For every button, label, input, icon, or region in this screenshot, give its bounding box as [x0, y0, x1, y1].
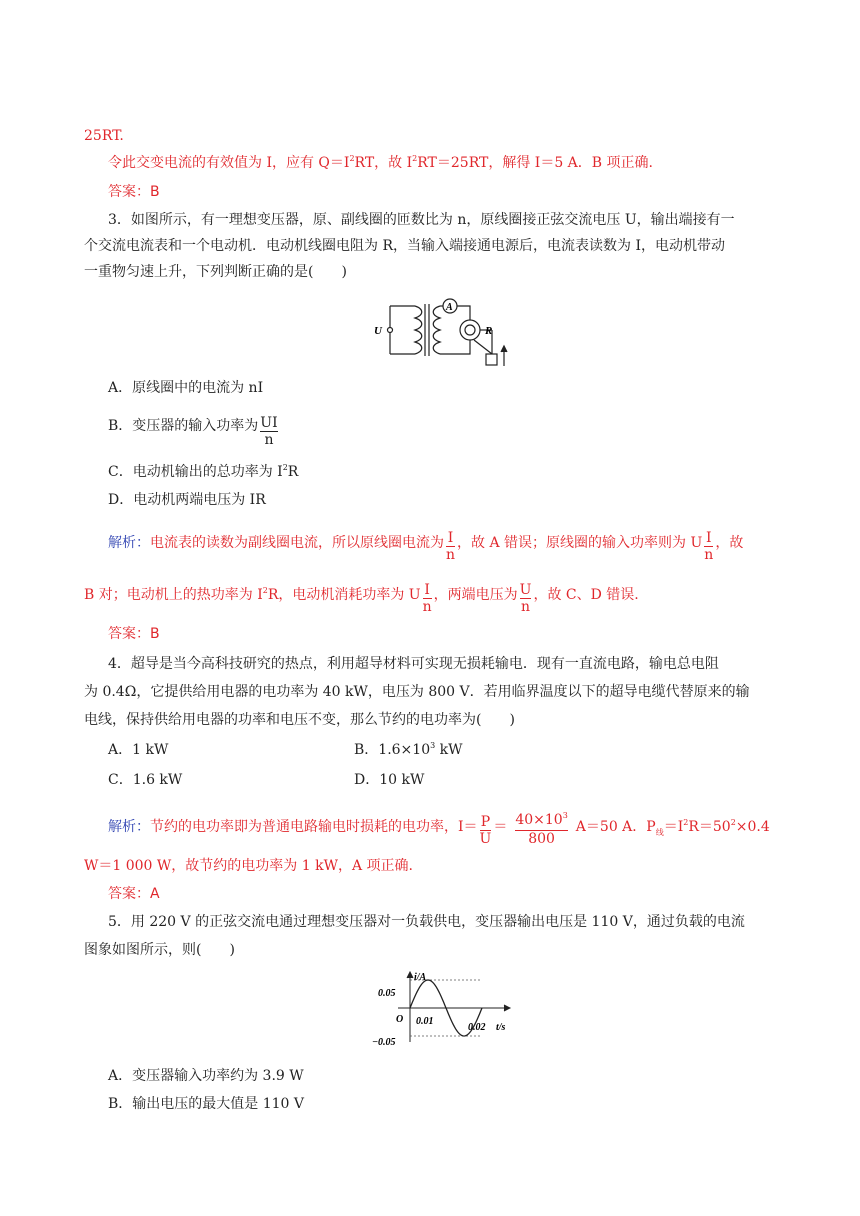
answer-label: 答案：	[108, 184, 150, 200]
y-axis-label: i/A	[414, 972, 427, 983]
answer-label: 答案：	[108, 626, 150, 642]
superscript: 2	[282, 463, 288, 472]
q4-sol-b: A＝50 A．P	[575, 819, 656, 835]
x-axis-label: t/s	[496, 1022, 506, 1033]
q3-stem-line3: 一重物匀速上升，下列判断正确的是( )	[84, 264, 347, 280]
q5-option-a: A．变压器输入功率约为 3.9 W	[108, 1068, 304, 1084]
fraction	[520, 582, 532, 615]
origin-label: O	[396, 1014, 404, 1025]
fraction	[446, 530, 455, 563]
prev-sup: 2	[412, 154, 418, 163]
q4-option-c: C．1.6 kW	[108, 772, 183, 788]
x-axis-arrow	[504, 1005, 510, 1011]
answer-label: 答案：	[108, 886, 150, 902]
fraction-numerator: I	[447, 530, 454, 546]
superscript: 2	[730, 818, 736, 827]
q4-sol-a: 节约的电功率即为普通电路输电时损耗的电功率，I＝	[150, 819, 478, 835]
q4-stem-line1: 4．超导是当今高科技研究的热点，利用超导材料可实现无损耗输电．现有一直流电路，输电总电阻	[108, 656, 719, 672]
fraction-numerator: I	[706, 530, 712, 546]
prev-sol-part1: 令此交变电流的有效值为 I，应有 Q＝I	[108, 155, 350, 171]
fraction-denominator: n	[521, 599, 531, 615]
q5-option-b: B．输出电压的最大值是 110 V	[108, 1096, 305, 1112]
fraction	[515, 812, 567, 847]
fraction-numerator: U	[519, 582, 532, 598]
q4-answer	[108, 884, 160, 904]
resistance-label: R	[485, 325, 493, 337]
prev-solution	[108, 153, 653, 175]
q4-stem-line2: 为 0.4Ω，它提供给用电器的电功率为 40 kW，电压为 800 V．若用临界温度以下的超导电缆代替原来的输	[84, 684, 750, 700]
solution-label: 解析：	[108, 535, 150, 551]
prev-sup: 2	[349, 154, 355, 163]
q4-option-b	[354, 740, 463, 762]
y-tick-max: 0.05	[378, 988, 396, 999]
y-axis-arrow	[407, 972, 413, 978]
q3-option-c	[108, 462, 298, 484]
q3-solution-line2	[84, 582, 639, 615]
equals-sign: ＝	[493, 819, 508, 835]
q3-option-b-text: B．变压器的输入功率为	[108, 418, 259, 434]
q3-stem-line2: 个交流电流表和一个电动机．电动机线圈电阻为 R，当输入端接通电源后，电流表读数为 I，电动机带动	[84, 238, 725, 254]
q3-stem-line1: 3．如图所示，有一理想变压器，原、副线圈的匝数比为 n，原线圈接正弦交流电压 U，输出端接有一	[108, 212, 735, 228]
voltage-label: U	[374, 325, 382, 337]
fraction-numerator	[515, 812, 567, 830]
fraction	[704, 530, 713, 563]
q4-sol-d: R＝50	[688, 819, 731, 835]
x-tick-1: 0.01	[416, 1016, 434, 1027]
q3-sol2-a: B 对；电动机上的热功率为 I	[84, 587, 263, 603]
subscript: 线	[655, 828, 664, 837]
fraction-denominator: 800	[515, 830, 567, 847]
fraction	[260, 415, 277, 448]
fraction-denominator: n	[422, 599, 432, 615]
prev-sol-part2: RT，故 I	[354, 155, 413, 171]
superscript: 2	[262, 586, 268, 595]
x-tick-2: 0.02	[468, 1022, 486, 1033]
fraction-numerator: UI	[260, 415, 278, 431]
q3-answer	[108, 624, 160, 644]
q4-option-d: D．10 kW	[354, 772, 425, 788]
q3-option-c-text: C．电动机输出的总功率为 I	[108, 464, 283, 480]
fraction	[480, 814, 492, 847]
q4-stem-line3: 电线，保持供给用电器的功率和电压不变，那么节约的电功率为( )	[84, 712, 515, 728]
prev-answer	[108, 182, 160, 202]
fraction-denominator: U	[479, 831, 492, 847]
q4-option-b-text: B．1.6×10	[354, 742, 431, 758]
q4-sol-e: ×0.4	[735, 819, 770, 835]
q4-option-a: A．1 kW	[108, 742, 169, 758]
fraction-denominator: n	[446, 547, 456, 563]
answer-value: B	[150, 184, 160, 200]
q3-sol-a: 电流表的读数为副线圈电流，所以原线圈电流为	[150, 535, 444, 551]
fraction-denominator: n	[704, 547, 714, 563]
q3-sol2-b: R，电动机消耗功率为 U	[267, 587, 421, 603]
q4-sol-c: ＝I	[663, 819, 684, 835]
answer-value: A	[150, 886, 160, 902]
q3-option-d: D．电动机两端电压为 IR	[108, 492, 266, 508]
y-tick-min: −0.05	[372, 1037, 396, 1048]
fraction-numerator: I	[424, 582, 430, 598]
q3-sol-c: ，故	[715, 535, 744, 551]
fraction-denominator: n	[264, 432, 274, 448]
fraction-numerator-text: 40×10	[515, 812, 563, 828]
q3-sol-b: ，故 A 错误；原线圈的输入功率则为 U	[457, 535, 703, 551]
q5-stem-line1: 5．用 220 V 的正弦交流电通过理想变压器对一负载供电，变压器输出电压是 110 V，通过负载的电流	[108, 914, 745, 930]
current-time-graph	[370, 968, 520, 1052]
superscript: 3	[430, 741, 436, 750]
superscript: 2	[683, 818, 689, 827]
q4-option-b-unit: kW	[435, 742, 463, 758]
solution-label: 解析：	[108, 819, 150, 835]
q4-solution-line2: W＝1 000 W，故节约的电功率为 1 kW，A 项正确.	[84, 858, 413, 874]
fraction-numerator: P	[480, 814, 491, 830]
superscript: 3	[562, 811, 568, 820]
transformer-motor-figure	[370, 296, 520, 368]
q3-option-c-text2: R	[287, 464, 299, 480]
q3-option-b	[108, 415, 280, 448]
q3-sol2-d: ，故 C、D 错误.	[533, 587, 639, 603]
q3-sol2-c: ，两端电压为	[433, 587, 518, 603]
fraction	[423, 582, 432, 615]
q4-solution-line1	[108, 812, 770, 847]
q3-solution-line1	[108, 530, 743, 563]
prev-sol-part3: RT＝25RT，解得 I＝5 A．B 项正确.	[417, 155, 653, 171]
q5-stem-line2: 图象如图所示，则( )	[84, 942, 235, 958]
q3-option-a: A．原线圈中的电流为 nI	[108, 380, 264, 396]
answer-value: B	[150, 626, 160, 642]
prev-tail: 25RT.	[84, 128, 124, 144]
ammeter-label: A	[446, 302, 453, 313]
